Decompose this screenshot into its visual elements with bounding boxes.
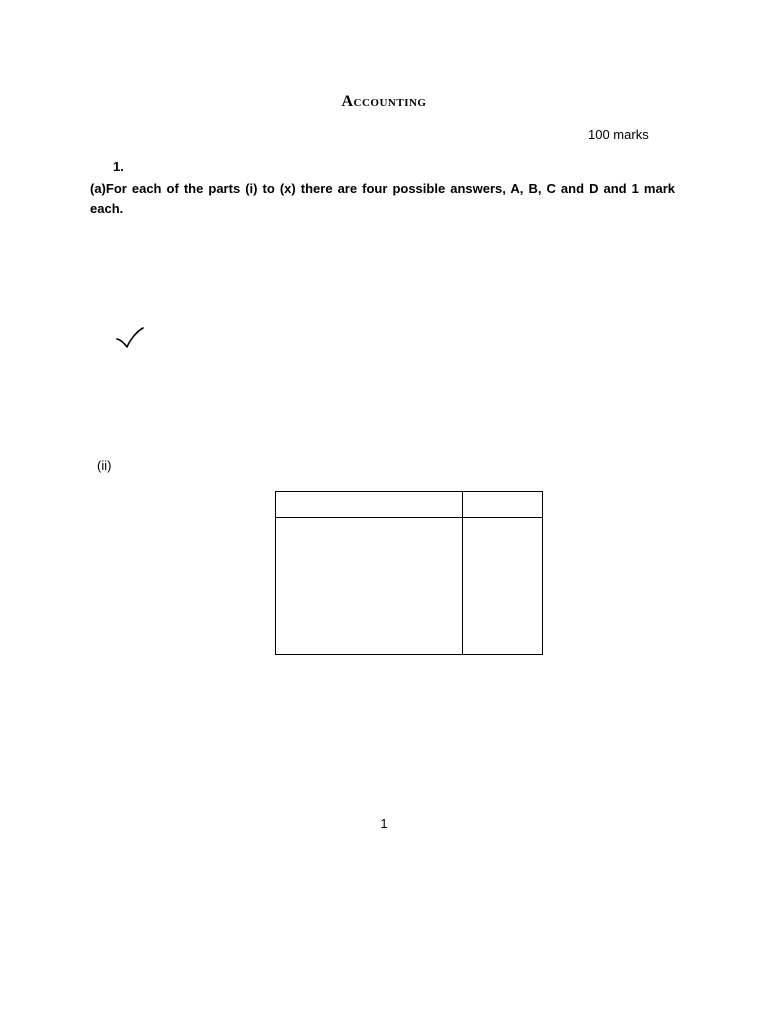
handwritten-check-icon [114,326,146,354]
total-marks: 100 marks [588,127,649,142]
part-label-ii: (ii) [97,458,112,473]
page-number: 1 [380,816,388,831]
question-instruction: (a)For each of the parts (i) to (x) there are four possible answers, A, B, C and D and 1 mark each. [90,181,675,216]
table-cell [463,518,543,655]
table-cell [463,492,543,518]
answer-table [275,491,543,655]
table-cell [276,492,463,518]
table-cell [276,518,463,655]
table-row [276,518,543,655]
table-header-row [276,492,543,518]
page-title: Accounting [341,93,427,110]
question-number: 1. [113,159,124,174]
